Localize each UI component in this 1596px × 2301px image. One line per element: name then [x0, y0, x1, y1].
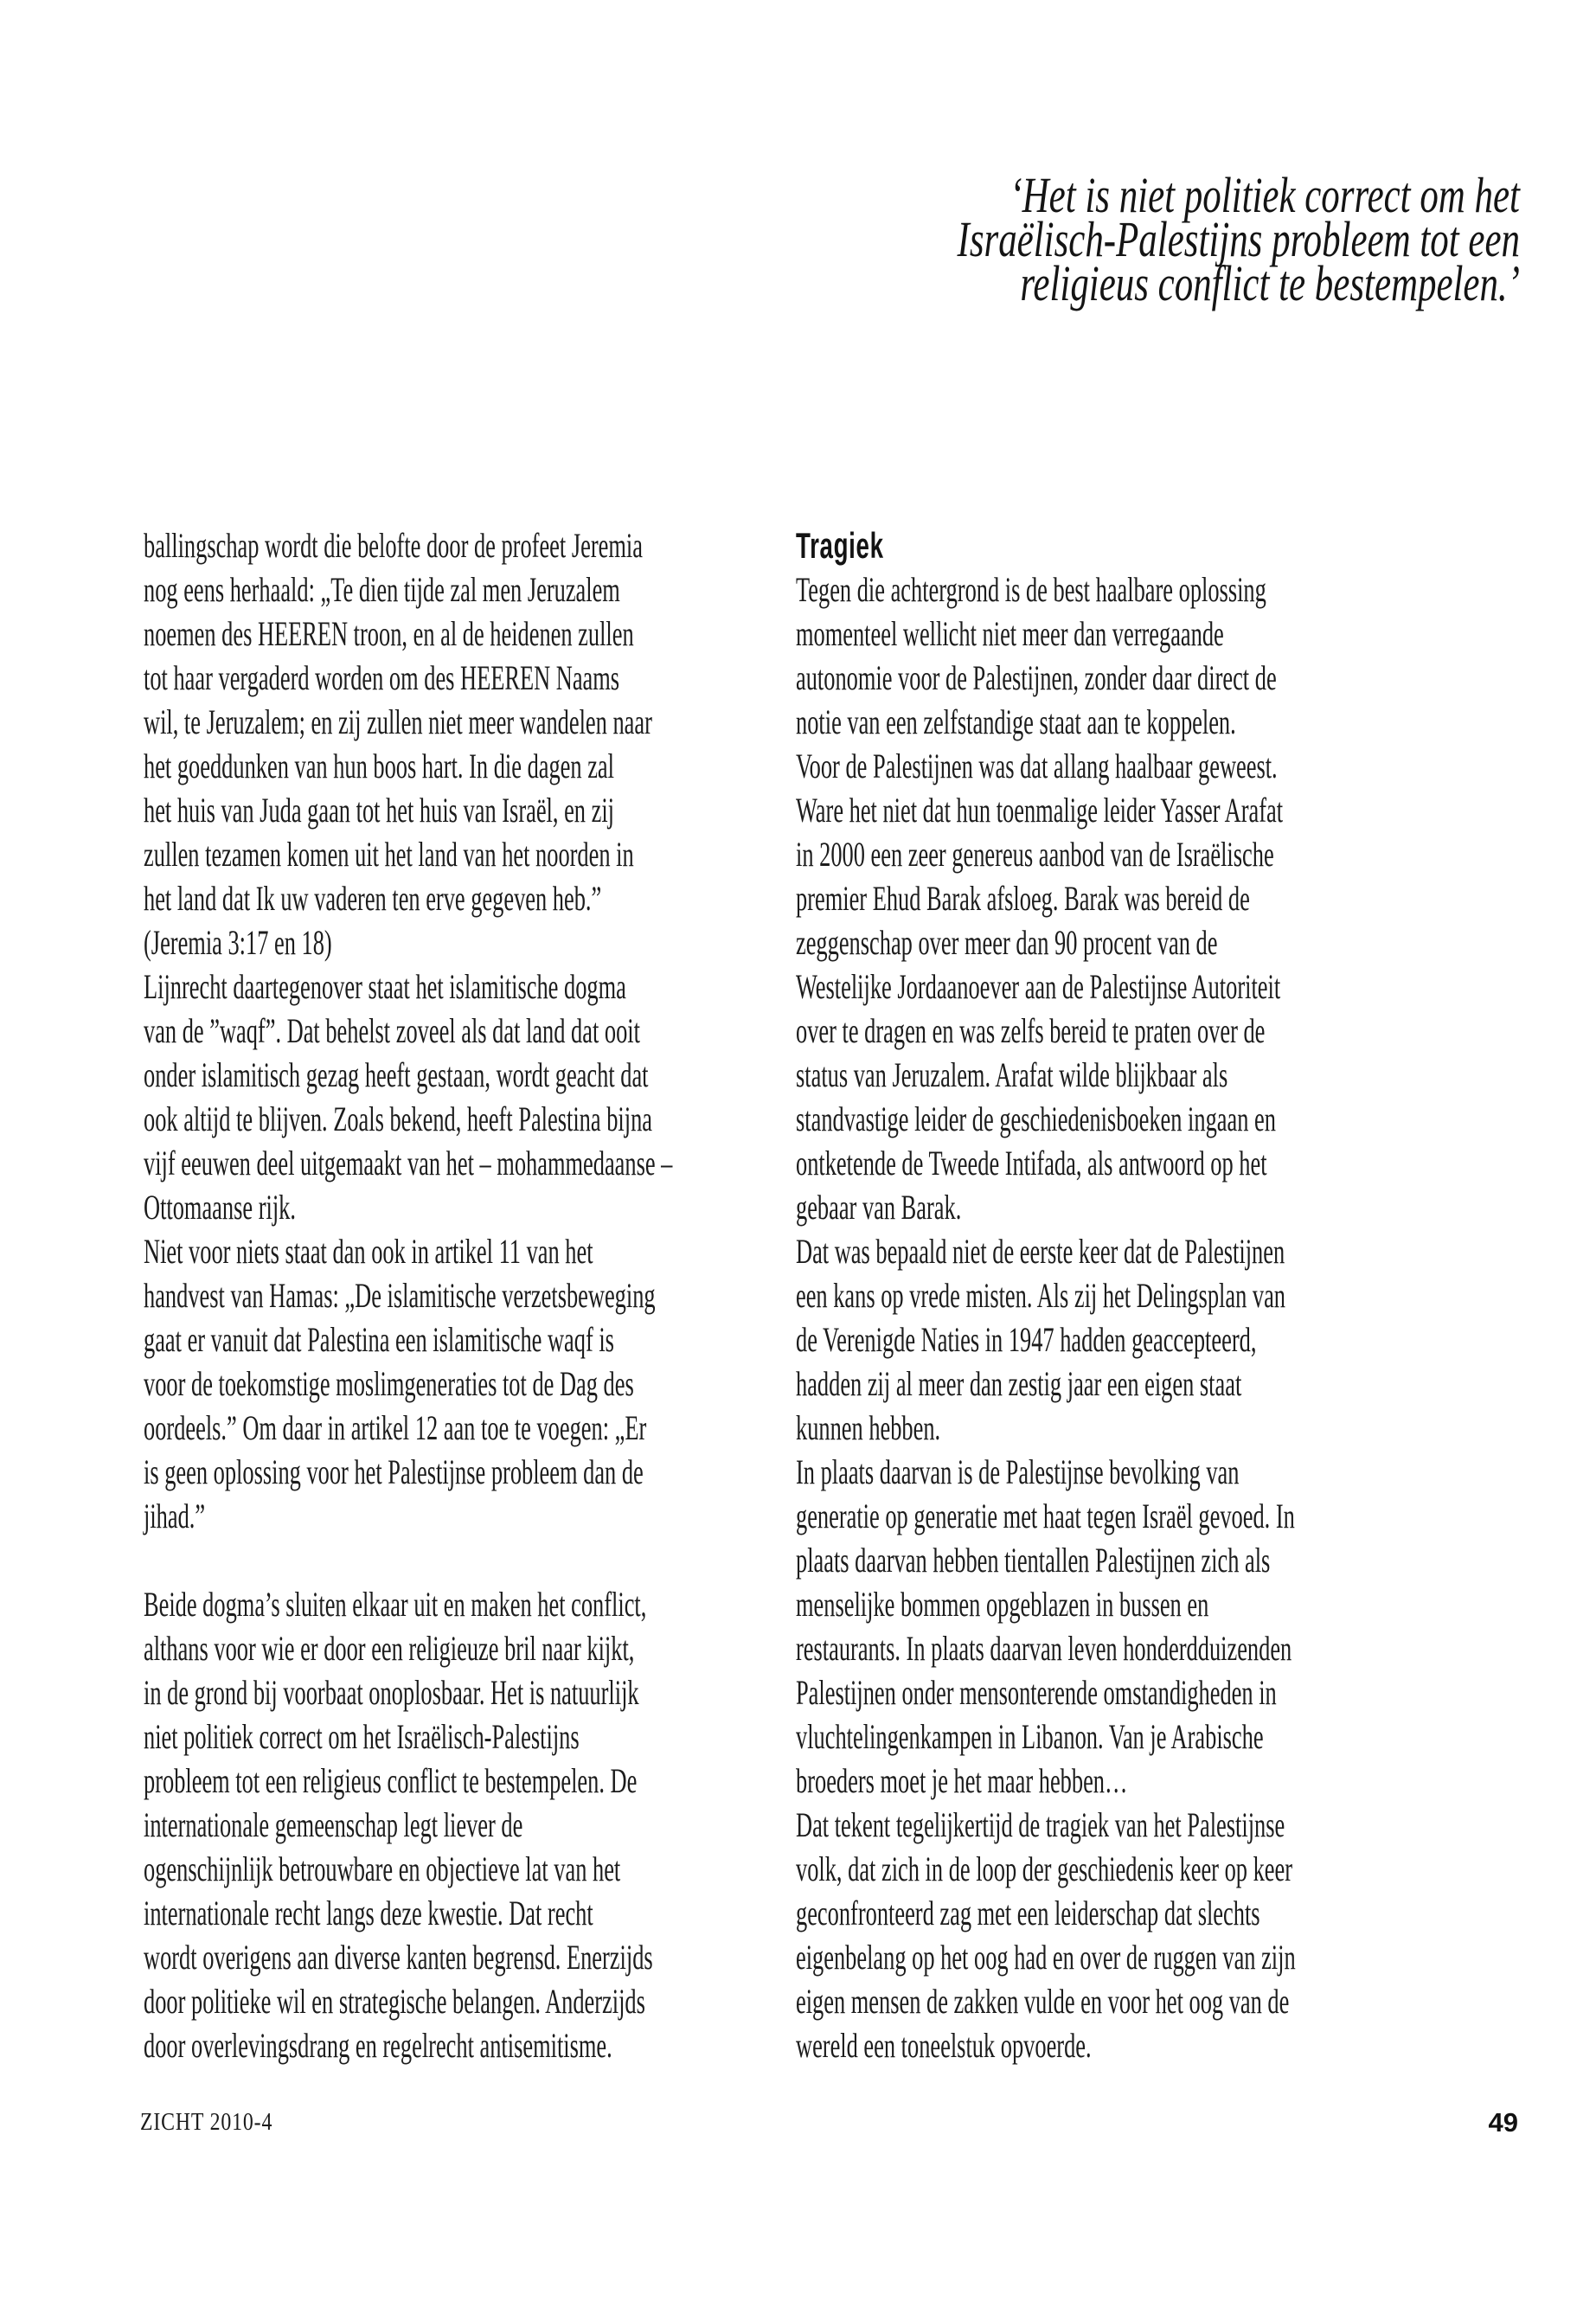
- text-line: over te dragen en was zelfs bereid te praten over de: [796, 1011, 1266, 1050]
- text-line: eigenbelang op het oog had en over de ruggen van zijn: [796, 1938, 1296, 1977]
- text-line: autonomie voor de Palestijnen, zonder daar direct de: [796, 658, 1277, 697]
- text-line: Ottomaanse rijk.: [144, 1188, 296, 1227]
- text-line: het land dat Ik uw vaderen ten erve gegeven heb.”: [144, 879, 602, 918]
- text-line: door overlevingsdrang en regelrecht antisemitisme.: [144, 2026, 612, 2065]
- text-line: internationale recht langs deze kwestie. Dat recht: [144, 1894, 593, 1932]
- text-line: Lijnrecht daartegenover staat het islamitische dogma: [144, 967, 626, 1006]
- text-line: jihad.”: [144, 1497, 206, 1535]
- text-line: het huis van Juda gaan tot het huis van Israël, en zij: [144, 791, 614, 830]
- text-line: [144, 1538, 735, 1582]
- text-line: ogenschijnlijk betrouwbare en objectieve lat van het: [144, 1849, 621, 1888]
- text-line: wordt overigens aan diverse kanten begrensd. Enerzijds: [144, 1938, 653, 1977]
- text-line: eigen mensen de zakken vulde en voor het oog van de: [796, 1982, 1290, 2021]
- text-line: gaat er vanuit dat Palestina een islamitische waqf is: [144, 1320, 614, 1359]
- text-line: in de grond bij voorbaat onoplosbaar. Het is natuurlijk: [144, 1673, 639, 1712]
- section-heading: Tragiek: [796, 525, 884, 566]
- text-line: volk, dat zich in de loop der geschiedenis keer op keer: [796, 1849, 1292, 1888]
- text-line: Palestijnen onder mensonterende omstandigheden in: [796, 1673, 1277, 1712]
- pull-quote-lines: [957, 165, 1520, 311]
- text-line: onder islamitisch gezag heeft gestaan, wordt geacht dat: [144, 1055, 649, 1094]
- text-line: het goeddunken van hun boos hart. In die dagen zal: [144, 747, 614, 785]
- text-line: menselijke bommen opgeblazen in bussen en: [796, 1585, 1209, 1624]
- text-line: Niet voor niets staat dan ook in artikel 11 van het: [144, 1232, 593, 1271]
- text-line: ook altijd te blijven. Zoals bekend, heeft Palestina bijna: [144, 1099, 652, 1138]
- text-line: althans voor wie er door een religieuze bril naar kijkt,: [144, 1629, 635, 1668]
- page-number: 49: [1488, 2107, 1518, 2138]
- text-line: premier Ehud Barak afsloeg. Barak was bereid de: [796, 879, 1250, 918]
- footer-journal-label: ZICHT 2010-4: [140, 2109, 273, 2136]
- text-line: internationale gemeenschap legt liever de: [144, 1805, 523, 1844]
- text-line: zeggenschap over meer dan 90 procent van de: [796, 923, 1218, 962]
- text-line: zullen tezamen komen uit het land van het noorden in: [144, 835, 634, 874]
- text-line: is geen oplossing voor het Palestijnse probleem dan de: [144, 1452, 644, 1491]
- text-line: wil, te Jeruzalem; en zij zullen niet meer wandelen naar: [144, 702, 652, 741]
- text-line: Israëlisch-Palestijns probleem tot een: [957, 211, 1520, 267]
- text-line: In plaats daarvan is de Palestijnse bevolking van: [796, 1452, 1240, 1491]
- text-line: ‘Het is niet politiek correct om het: [1010, 167, 1520, 223]
- text-line: Tegen die achtergrond is de best haalbare oplossing: [796, 570, 1266, 609]
- text-line: door politieke wil en strategische belangen. Anderzijds: [144, 1982, 645, 2021]
- text-line: kunnen hebben.: [796, 1408, 941, 1447]
- left-column-lines: [144, 523, 735, 2067]
- text-line: plaats daarvan hebben tientallen Palestijnen zich als: [796, 1541, 1271, 1580]
- text-line: broeders moet je het maar hebben…: [796, 1761, 1128, 1800]
- text-line: geconfronteerd zag met een leiderschap dat slechts: [796, 1894, 1260, 1932]
- text-line: hadden zij al meer dan zestig jaar een eigen staat: [796, 1364, 1242, 1403]
- text-line: restaurants. In plaats daarvan leven honderdduizenden: [796, 1629, 1292, 1668]
- text-line: gebaar van Barak.: [796, 1188, 962, 1227]
- text-line: wereld een toneelstuk opvoerde.: [796, 2026, 1092, 2065]
- text-line: Voor de Palestijnen was dat allang haalbaar geweest.: [796, 747, 1278, 785]
- text-line: standvastige leider de geschiedenisboeken ingaan en: [796, 1099, 1276, 1138]
- text-line: vluchtelingenkampen in Libanon. Van je Arabische: [796, 1717, 1264, 1756]
- text-line: van de ”waqf”. Dat behelst zoveel als dat land dat ooit: [144, 1011, 640, 1050]
- text-line: generatie op generatie met haat tegen Israël gevoed. In: [796, 1497, 1295, 1535]
- text-line: de Verenigde Naties in 1947 hadden geaccepteerd,: [796, 1320, 1257, 1359]
- right-column-lines: [796, 523, 1367, 2067]
- text-line: Westelijke Jordaanoever aan de Palestijnse Autoriteit: [796, 967, 1281, 1006]
- text-line: nog eens herhaald: „Te dien tijde zal men Jeruzalem: [144, 570, 620, 609]
- text-line: vijf eeuwen deel uitgemaakt van het – mohammedaanse –: [144, 1144, 673, 1183]
- text-line: status van Jeruzalem. Arafat wilde blijkbaar als: [796, 1055, 1228, 1094]
- text-line: Dat tekent tegelijkertijd de tragiek van het Palestijnse: [796, 1805, 1285, 1844]
- text-line: Ware het niet dat hun toenmalige leider Yasser Arafat: [796, 791, 1284, 830]
- text-line: religieus conflict te bestempelen.’: [1020, 255, 1520, 311]
- text-line: een kans op vrede misten. Als zij het Delingsplan van: [796, 1276, 1286, 1315]
- text-line: ontketende de Tweede Intifada, als antwoord op het: [796, 1144, 1267, 1183]
- text-line: voor de toekomstige moslimgeneraties tot de Dag des: [144, 1364, 634, 1403]
- text-line: ballingschap wordt die belofte door de profeet Jeremia: [144, 526, 643, 565]
- text-line: notie van een zelfstandige staat aan te koppelen.: [796, 702, 1236, 741]
- text-line: momenteel wellicht niet meer dan verregaande: [796, 614, 1224, 653]
- text-line: handvest van Hamas: „De islamitische verzetsbeweging: [144, 1276, 656, 1315]
- text-line: (Jeremia 3:17 en 18): [144, 923, 332, 962]
- text-line: niet politiek correct om het Israëlisch-Palestijns: [144, 1717, 580, 1756]
- text-line: tot haar vergaderd worden om des HEEREN Naams: [144, 658, 620, 697]
- text-line: Beide dogma’s sluiten elkaar uit en maken het conflict,: [144, 1585, 647, 1624]
- pull-quote: [760, 165, 1520, 311]
- text-line: Dat was bepaald niet de eerste keer dat de Palestijnen: [796, 1232, 1285, 1271]
- text-line: probleem tot een religieus conflict te bestempelen. De: [144, 1761, 638, 1800]
- text-line: in 2000 een zeer genereus aanbod van de Israëlische: [796, 835, 1274, 874]
- text-line: noemen des HEEREN troon, en al de heidenen zullen: [144, 614, 634, 653]
- text-line: oordeels.” Om daar in artikel 12 aan toe te voegen: „Er: [144, 1408, 647, 1447]
- right-column-body: [796, 567, 1367, 2067]
- right-text-column: [796, 523, 1596, 2067]
